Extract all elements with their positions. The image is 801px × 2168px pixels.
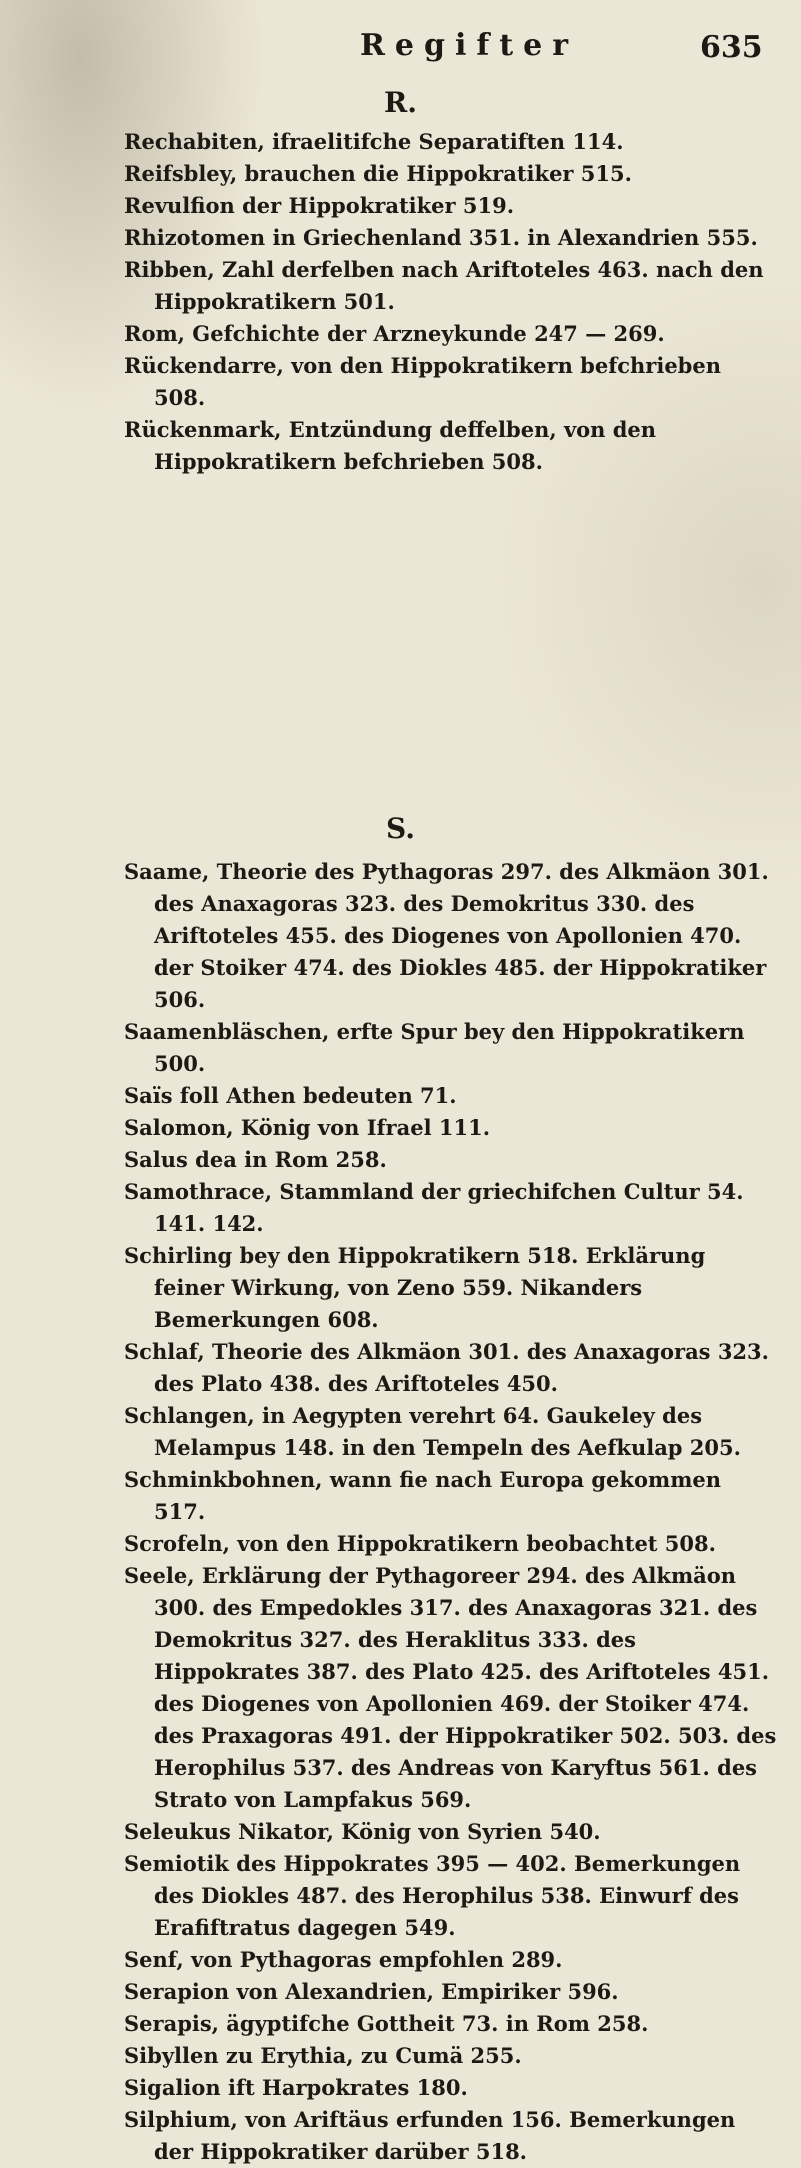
index-entry: Reifsbley, brauchen die Hippokratiker 515. [124,161,632,186]
page-header [0,28,801,68]
index-entry: Seele, Erklärung der Pythagoreer 294. des Alkmäon 300. des Empedokles 317. des Anaxagoras 321. des Demokritus 327. des Heraklitus 333. des Hippokrates 387. des Plato 425. des Ariftoteles 451. des Diogenes von Apollonien 469. der Stoiker 474. des Praxagoras 491. der Hippokratiker 502. 503. des Herophilus 537. des Andreas von Karyftus 561. des Strato von Lampfakus 569. [124,1563,777,1812]
section-letter-r: R. [383,86,418,119]
index-entry: Serapion von Alexandrien, Empiriker 596. [124,1979,619,2004]
index-entry: Scrofeln, von den Hippokratikern beobachtet 508. [124,1531,716,1556]
index-entry: Ribben, Zahl derfelben nach Ariftoteles 463. nach den Hippokratikern 501. [124,257,764,314]
index-entry: Rückenmark, Entzündung deffelben, von den Hippokratikern befchrieben 508. [124,417,657,474]
index-entry: Rechabiten, ifraelitifche Separatiften 114. [124,129,624,154]
index-entry: Salomon, König von Ifrael 111. [124,1115,491,1140]
index-entry: Revulfion der Hippokratiker 519. [124,193,515,218]
index-entry: Senf, von Pythagoras empfohlen 289. [124,1947,563,1972]
index-entry: Rückendarre, von den Hippokratikern befchrieben 508. [124,353,721,410]
index-entry: Saïs foll Athen bedeuten 71. [124,1083,457,1108]
index-list-r [124,126,779,478]
running-title: Regifter [360,28,579,63]
index-entry: Serapis, ägyptifche Gottheit 73. in Rom 258. [124,2011,649,2036]
index-entry: Saame, Theorie des Pythagoras 297. des Alkmäon 301. des Anaxagoras 323. des Demokritus 330. des Ariftoteles 455. des Diogenes von Apollonien 470. der Stoiker 474. des Diokles 485. der Hippokratiker 506. [124,859,769,1012]
index-entry: Semiotik des Hippokrates 395 — 402. Bemerkungen des Diokles 487. des Herophilus 538. Einwurf des Erafiftratus dagegen 549. [124,1851,741,1940]
index-entry: Salus dea in Rom 258. [124,1147,387,1172]
index-list-s [124,856,779,2168]
index-entry: Seleukus Nikator, König von Syrien 540. [124,1819,601,1844]
index-entry: Silphium, von Ariftäus erfunden 156. Bemerkungen der Hippokratiker darüber 518. [124,2107,736,2164]
index-entry: Schlaf, Theorie des Alkmäon 301. des Anaxagoras 323. des Plato 438. des Ariftoteles 450. [124,1339,769,1396]
index-entry: Sibyllen zu Erythia, zu Cumä 255. [124,2043,522,2068]
index-entry: Rom, Gefchichte der Arzneykunde 247 — 269. [124,321,665,346]
index-entry: Saamenbläschen, erfte Spur bey den Hippokratikern 500. [124,1019,745,1076]
index-entry: Rhizotomen in Griechenland 351. in Alexandrien 555. [124,225,758,250]
index-entry: Samothrace, Stammland der griechifchen Cultur 54. 141. 142. [124,1179,744,1236]
page-number: 635 [700,30,763,65]
index-entry: Sigalion ift Harpokrates 180. [124,2075,468,2100]
section-letter-s: S. [386,812,415,845]
index-entry: Schirling bey den Hippokratikern 518. Erklärung feiner Wirkung, von Zeno 559. Nikanders Bemerkungen 608. [124,1243,706,1332]
index-entry: Schminkbohnen, wann fie nach Europa gekommen 517. [124,1467,722,1524]
index-entry: Schlangen, in Aegypten verehrt 64. Gaukeley des Melampus 148. in den Tempeln des Aefkulap 205. [124,1403,741,1460]
